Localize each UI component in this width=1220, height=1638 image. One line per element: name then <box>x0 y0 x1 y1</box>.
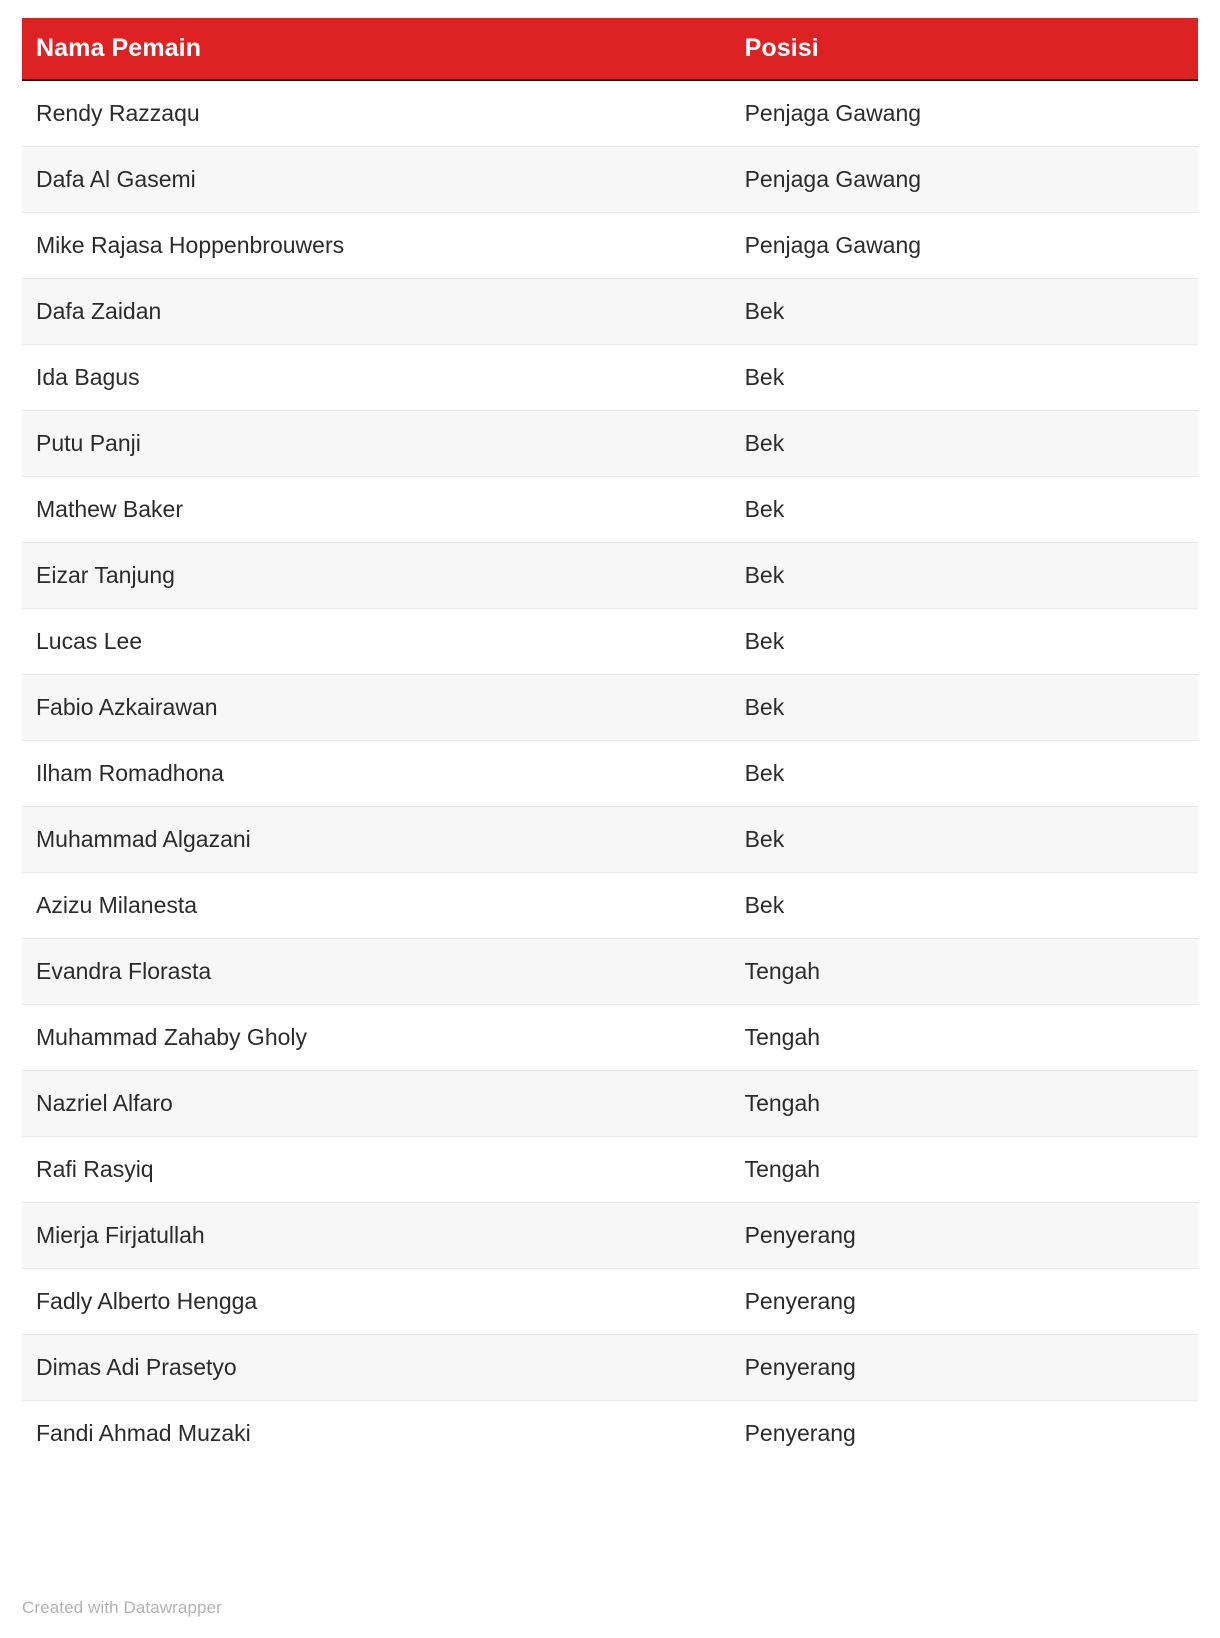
cell-player-position: Bek <box>731 345 1198 411</box>
datawrapper-credit[interactable]: Created with Datawrapper <box>22 1598 222 1617</box>
cell-player-position: Penjaga Gawang <box>731 80 1198 147</box>
cell-player-position: Penjaga Gawang <box>731 213 1198 279</box>
cell-player-name: Rendy Razzaqu <box>22 80 731 147</box>
cell-player-name: Eizar Tanjung <box>22 543 731 609</box>
cell-player-position: Penjaga Gawang <box>731 147 1198 213</box>
table-row <box>22 675 1198 741</box>
table-body <box>22 80 1198 1466</box>
cell-player-position: Bek <box>731 279 1198 345</box>
cell-player-name: Ilham Romadhona <box>22 741 731 807</box>
cell-player-position: Penyerang <box>731 1269 1198 1335</box>
cell-player-name: Ida Bagus <box>22 345 731 411</box>
cell-player-name: Muhammad Zahaby Gholy <box>22 1005 731 1071</box>
table-row <box>22 1071 1198 1137</box>
table-row <box>22 80 1198 147</box>
table-row <box>22 1269 1198 1335</box>
table-row <box>22 1335 1198 1401</box>
table-row <box>22 147 1198 213</box>
cell-player-name: Putu Panji <box>22 411 731 477</box>
cell-player-position: Bek <box>731 411 1198 477</box>
cell-player-position: Penyerang <box>731 1203 1198 1269</box>
cell-player-position: Bek <box>731 543 1198 609</box>
table-row <box>22 411 1198 477</box>
cell-player-name: Evandra Florasta <box>22 939 731 1005</box>
cell-player-position: Bek <box>731 675 1198 741</box>
table-row <box>22 873 1198 939</box>
cell-player-position: Tengah <box>731 1005 1198 1071</box>
cell-player-name: Nazriel Alfaro <box>22 1071 731 1137</box>
table-header <box>22 18 1198 80</box>
table-row <box>22 1203 1198 1269</box>
table-row <box>22 345 1198 411</box>
cell-player-name: Rafi Rasyiq <box>22 1137 731 1203</box>
cell-player-position: Bek <box>731 807 1198 873</box>
table-row <box>22 543 1198 609</box>
table-header-row <box>22 18 1198 80</box>
table-row <box>22 213 1198 279</box>
cell-player-position: Penyerang <box>731 1335 1198 1401</box>
table-row <box>22 1401 1198 1467</box>
cell-player-position: Tengah <box>731 1137 1198 1203</box>
cell-player-position: Bek <box>731 873 1198 939</box>
table-row <box>22 807 1198 873</box>
cell-player-position: Tengah <box>731 939 1198 1005</box>
cell-player-position: Penyerang <box>744 1420 856 1446</box>
cell-player-name: Fabio Azkairawan <box>22 675 731 741</box>
cell-player-position: Bek <box>731 741 1198 807</box>
cell-player-name: Dafa Al Gasemi <box>22 147 731 213</box>
cell-player-name: Muhammad Algazani <box>22 807 731 873</box>
table-row <box>22 609 1198 675</box>
cell-player-name: Mierja Firjatullah <box>22 1203 731 1269</box>
cell-player-name: Mathew Baker <box>22 477 731 543</box>
cell-player-name: Dafa Zaidan <box>22 279 731 345</box>
table-row <box>22 939 1198 1005</box>
cell-player-name: Dimas Adi Prasetyo <box>22 1335 731 1401</box>
table-row <box>22 477 1198 543</box>
player-position-table <box>22 18 1198 1466</box>
cell-player-name: Mike Rajasa Hoppenbrouwers <box>22 213 731 279</box>
column-header-nama-pemain[interactable]: Nama Pemain <box>22 18 731 80</box>
cell-player-name: Fandi Ahmad Muzaki <box>36 1420 251 1446</box>
table-row <box>22 1005 1198 1071</box>
cell-player-name: Lucas Lee <box>22 609 731 675</box>
cell-player-name: Fadly Alberto Hengga <box>22 1269 731 1335</box>
table-row <box>22 1137 1198 1203</box>
table-row <box>22 741 1198 807</box>
cell-player-name: Azizu Milanesta <box>22 873 731 939</box>
cell-player-position: Tengah <box>731 1071 1198 1137</box>
table-row <box>22 279 1198 345</box>
cell-player-position: Bek <box>731 477 1198 543</box>
column-header-posisi[interactable]: Posisi <box>731 18 1198 80</box>
cell-player-position: Bek <box>731 609 1198 675</box>
